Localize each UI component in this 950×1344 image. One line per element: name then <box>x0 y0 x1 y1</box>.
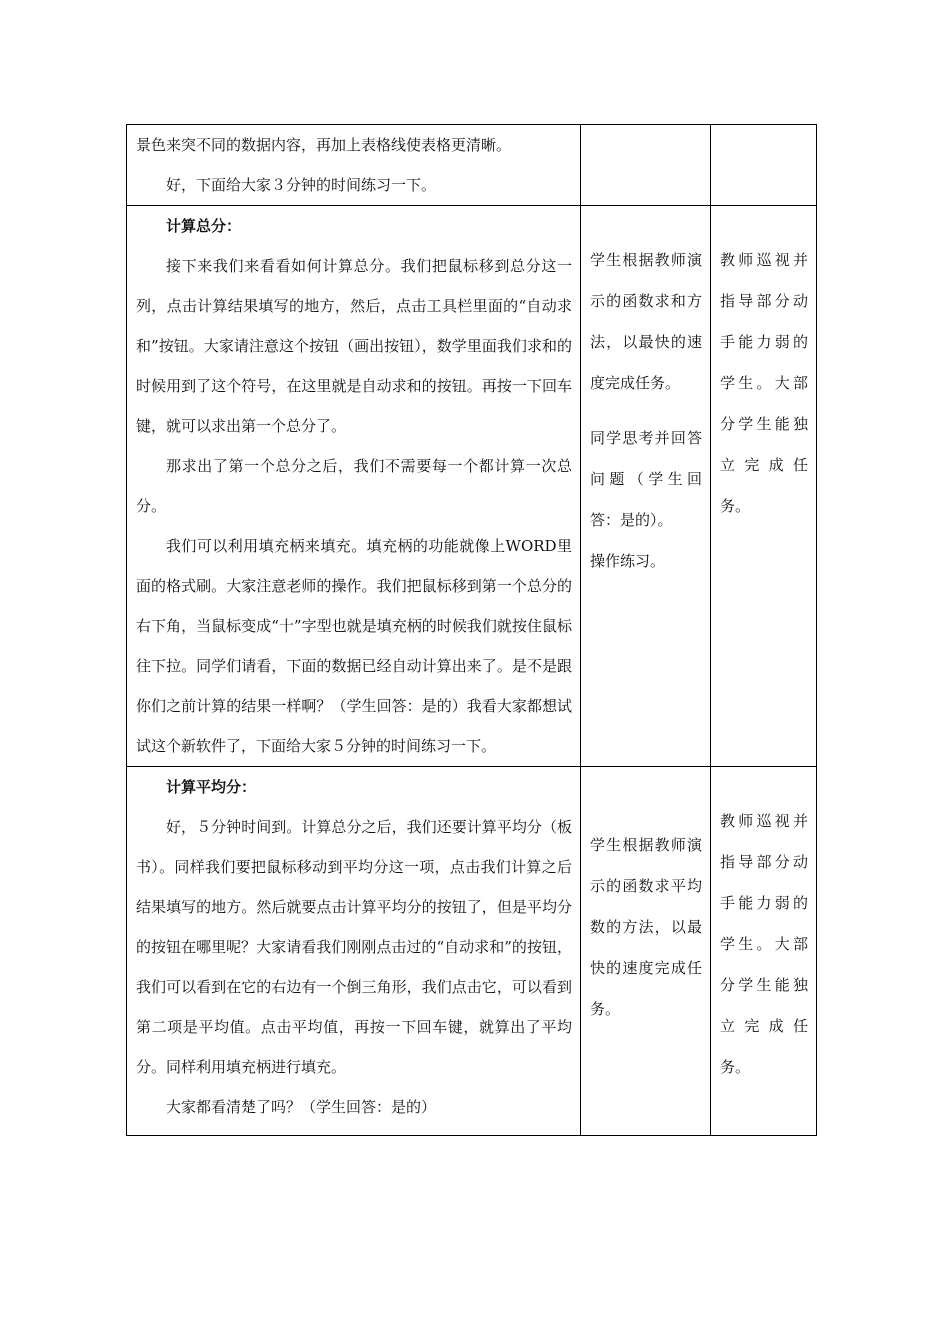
teacher-activity-cell <box>127 206 581 767</box>
paragraph: 景色来突不同的数据内容，再加上表格线使表格更清晰。 <box>136 136 512 154</box>
teacher-note-text: 教师巡视并指导部分动手能力弱的学生。大部分学生能独立完成任务。 <box>720 812 808 1076</box>
section-heading: 计算总分： <box>166 217 242 235</box>
teacher-note-text: 教师巡视并指导部分动手能力弱的学生。大部分学生能独立完成任务。 <box>720 251 808 515</box>
student-activity-text: 学生根据教师演示的函数求和方法，以最快的速度完成任务。 <box>590 251 702 392</box>
notes-cell <box>711 125 817 206</box>
student-activity-cell <box>581 767 711 1136</box>
paragraph: 那求出了第一个总分之后，我们不需要每一个都计算一次总分。 <box>136 457 572 515</box>
student-activity-cell <box>581 125 711 206</box>
paragraph: 好，５分钟时间到。计算总分之后，我们还要计算平均分（板书）。同样我们要把鼠标移动到平均分这一项，点击我们计算之后结果填写的地方。然后就要点击计算平均分的按钮了，但是平均分的按钮在哪里呢？大家请看我们刚刚点击过的“自动求和”的按钮，我们可以看到在它的右边有一个倒三角形，我们点击它，可以看到第二项是平均值。点击平均值，再按一下回车键，就算出了平均分。同样利用填充柄进行填充。 <box>136 818 572 1076</box>
paragraph: 大家都看清楚了吗？（学生回答：是的） <box>166 1098 437 1116</box>
table-row <box>127 125 817 206</box>
teacher-activity-cell <box>127 767 581 1136</box>
lesson-plan-table <box>126 124 817 1136</box>
notes-cell <box>711 206 817 767</box>
paragraph: 好，下面给大家３分钟的时间练习一下。 <box>166 176 437 194</box>
table-row <box>127 206 817 767</box>
student-activity-cell <box>581 206 711 767</box>
notes-cell <box>711 767 817 1136</box>
student-activity-text: 操作练习。 <box>590 552 666 570</box>
paragraph: 接下来我们来看看如何计算总分。我们把鼠标移到总分这一列，点击计算结果填写的地方，然后，点击工具栏里面的“自动求和”按钮。大家请注意这个按钮（画出按钮），数学里面我们求和的时候用到了这个符号，在这里就是自动求和的按钮。再按一下回车键，就可以求出第一个总分了。 <box>136 257 572 435</box>
student-activity-text: 学生根据教师演示的函数求平均数的方法，以最快的速度完成任务。 <box>590 836 702 1018</box>
student-activity-text: 同学思考并回答问题（学生回答：是的）。 <box>590 429 702 529</box>
paragraph: 我们可以利用填充柄来填充。填充柄的功能就像上WORD里面的格式刷。大家注意老师的操作。我们把鼠标移到第一个总分的右下角，当鼠标变成“十”字型也就是填充柄的时候我们就按住鼠标往下拉。同学们请看，下面的数据已经自动计算出来了。是不是跟你们之前计算的结果一样啊？（学生回答：是的）我看大家都想试试这个新软件了，下面给大家５分钟的时间练习一下。 <box>136 537 572 755</box>
teacher-activity-cell <box>127 125 581 206</box>
section-heading: 计算平均分： <box>166 778 257 796</box>
table-row <box>127 767 817 1136</box>
